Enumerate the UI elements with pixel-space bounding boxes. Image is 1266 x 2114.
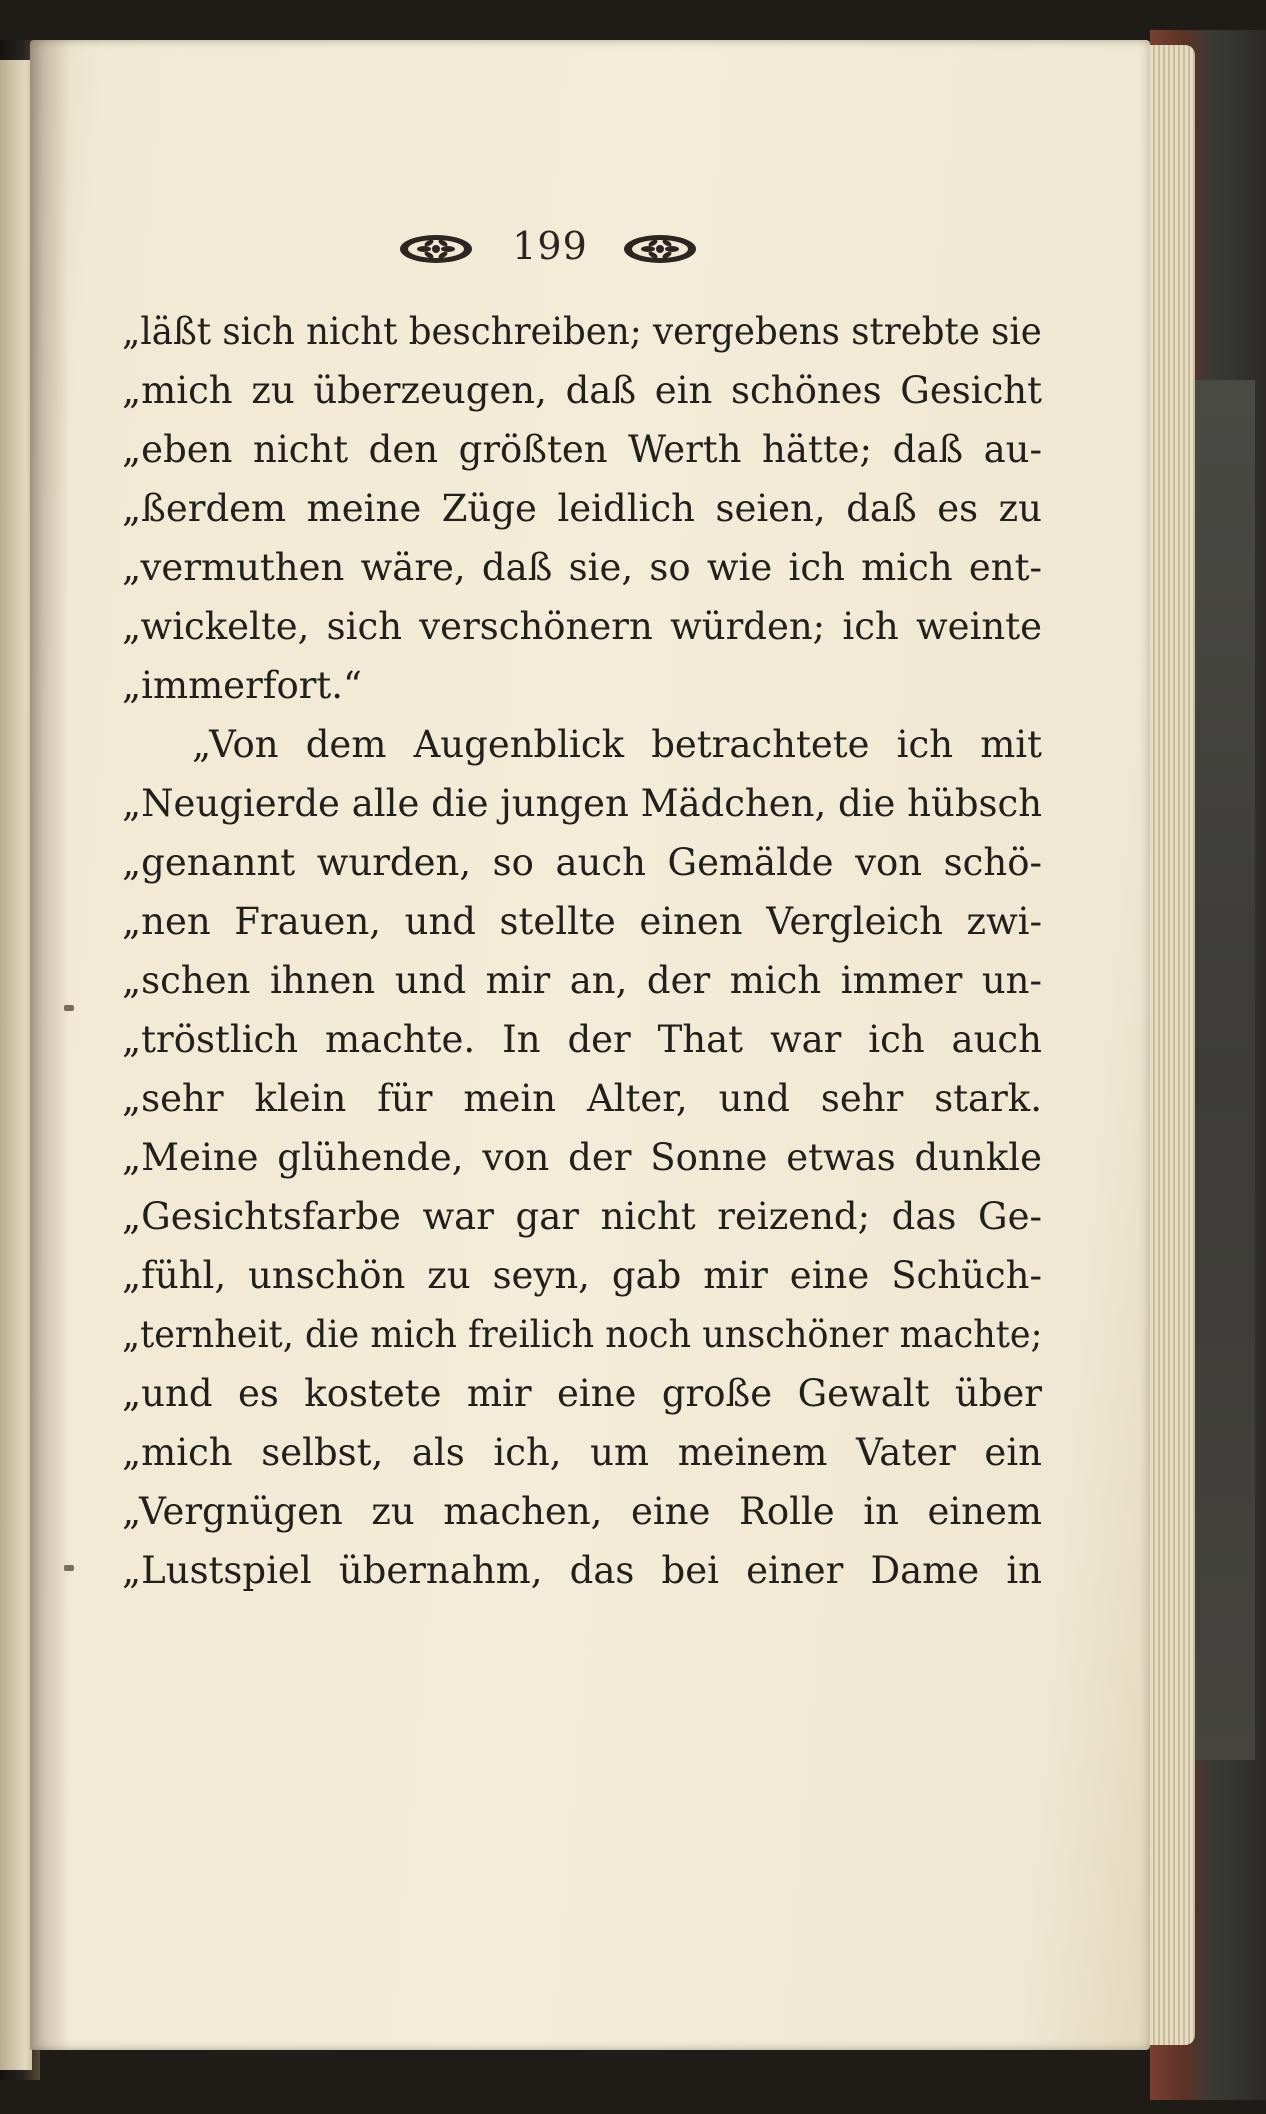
text-line: „und es kostete mir eine große Gewalt über [122,1372,1042,1415]
text-line: „läßt sich nicht beschreiben; vergebens strebte sie [122,310,1042,353]
text-line: „Meine glühende, von der Sonne etwas dunkle [122,1136,1042,1179]
margin-mark [64,1565,74,1571]
text-line: „Lustspiel übernahm, das bei einer Dame in [122,1549,1042,1592]
text-line: „wickelte, sich verschönern würden; ich weinte [122,605,1042,648]
text-line: „vermuthen wäre, daß sie, so wie ich mich ent- [122,546,1042,589]
page-body-text [122,302,1042,1600]
text-line: „eben nicht den größten Werth hätte; daß au- [122,428,1042,471]
rosette-ornament-left-icon [398,232,474,266]
text-line-paragraph-end: „immerfort.“ [122,664,362,707]
page-number: 199 [512,224,588,268]
previous-page-edge [0,60,32,2070]
leather-spine-patch [1185,380,1255,1760]
text-line: „Neugierde alle die jungen Mädchen, die hübsch [122,782,1043,825]
text-line: „fühl, unschön zu seyn, gab mir eine Schüch- [122,1254,1042,1297]
text-line: „mich selbst, als ich, um meinem Vater ein [122,1431,1042,1474]
page-header [390,220,710,280]
text-line: „nen Frauen, und stellte einen Vergleich zwi- [122,900,1042,943]
text-line: „mich zu überzeugen, daß ein schönes Gesicht [122,369,1042,412]
spine-shadow [30,40,70,2050]
text-line: „schen ihnen und mir an, der mich immer un- [122,959,1042,1002]
text-line: „Gesichtsfarbe war gar nicht reizend; das Ge- [122,1195,1042,1238]
margin-mark [64,1005,74,1011]
rosette-ornament-right-icon [622,232,698,266]
text-line: „Vergnügen zu machen, eine Rolle in einem [122,1490,1042,1533]
text-line-paragraph-start: „Von dem Augenblick betrachtete ich mit [192,723,1042,766]
text-line: „ßerdem meine Züge leidlich seien, daß es zu [122,487,1042,530]
text-line: „tröstlich machte. In der That war ich auch [122,1018,1042,1061]
text-line: „genannt wurden, so auch Gemälde von schö- [122,841,1042,884]
book-page [30,40,1150,2050]
text-line: „sehr klein für mein Alter, und sehr stark. [122,1077,1042,1120]
text-line: „ternheit, die mich freilich noch unschöner machte; [122,1313,1043,1356]
